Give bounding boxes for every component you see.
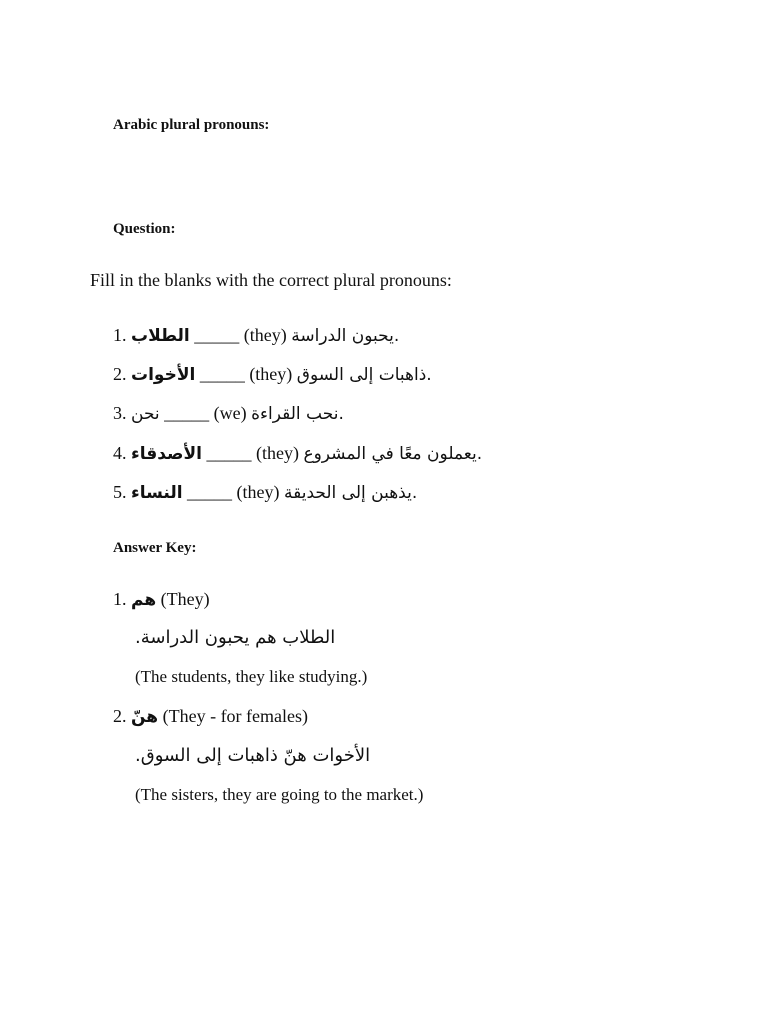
answer-sentence: الطلاب هم يحبون الدراسة. — [135, 627, 336, 648]
answer-item-2 — [113, 706, 308, 727]
question-item-4 — [113, 443, 482, 464]
answer-blank: _____ — [206, 443, 252, 463]
question-item-1 — [113, 325, 399, 346]
question-rest: يحبون الدراسة. — [291, 326, 400, 346]
answer-number: 1. — [113, 589, 127, 609]
answer-gloss: (They) — [160, 589, 210, 609]
page-title: Arabic plural pronouns: — [113, 117, 270, 133]
answer-pronoun: هم — [131, 590, 157, 610]
question-number: 5. — [113, 482, 127, 502]
question-rest: نحب القراءة. — [251, 404, 344, 424]
pronoun-hint: (they) — [249, 364, 293, 384]
question-rest: ذاهبات إلى السوق. — [296, 365, 432, 385]
pronoun-hint: (they) — [255, 443, 299, 463]
question-rest: يعملون معًا في المشروع. — [303, 444, 483, 464]
answer-number: 2. — [113, 706, 127, 726]
pronoun-hint: (they) — [236, 482, 280, 502]
question-item-3 — [113, 403, 344, 424]
question-heading: Question: — [113, 221, 176, 237]
question-subject: نحن — [131, 404, 160, 424]
question-number: 2. — [113, 364, 127, 384]
question-subject: الأخوات — [131, 365, 196, 385]
answer-key-heading: Answer Key: — [113, 540, 197, 556]
question-number: 3. — [113, 403, 127, 423]
question-item-2 — [113, 364, 432, 385]
answer-translation: (The students, they like studying.) — [135, 667, 368, 686]
answer-pronoun: هنّ — [131, 707, 159, 727]
pronoun-hint: (they) — [243, 325, 287, 345]
answer-translation: (The sisters, they are going to the market.) — [135, 785, 424, 804]
answer-gloss: (They - for females) — [162, 706, 309, 726]
answer-item-1 — [113, 589, 210, 610]
question-number: 1. — [113, 325, 127, 345]
question-subject: النساء — [131, 483, 183, 503]
question-number: 4. — [113, 443, 127, 463]
answer-sentence: الأخوات هنّ ذاهبات إلى السوق. — [135, 745, 371, 766]
question-subject: الأصدقاء — [131, 444, 202, 464]
question-subject: الطلاب — [131, 326, 190, 346]
answer-blank: _____ — [194, 325, 240, 345]
answer-blank: _____ — [199, 364, 245, 384]
instructions-text: Fill in the blanks with the correct plural pronouns: — [90, 270, 452, 290]
question-item-5 — [113, 482, 417, 503]
answer-blank: _____ — [164, 403, 210, 423]
question-rest: يذهبن إلى الحديقة. — [284, 483, 418, 503]
answer-blank: _____ — [187, 482, 233, 502]
pronoun-hint: (we) — [213, 403, 247, 423]
